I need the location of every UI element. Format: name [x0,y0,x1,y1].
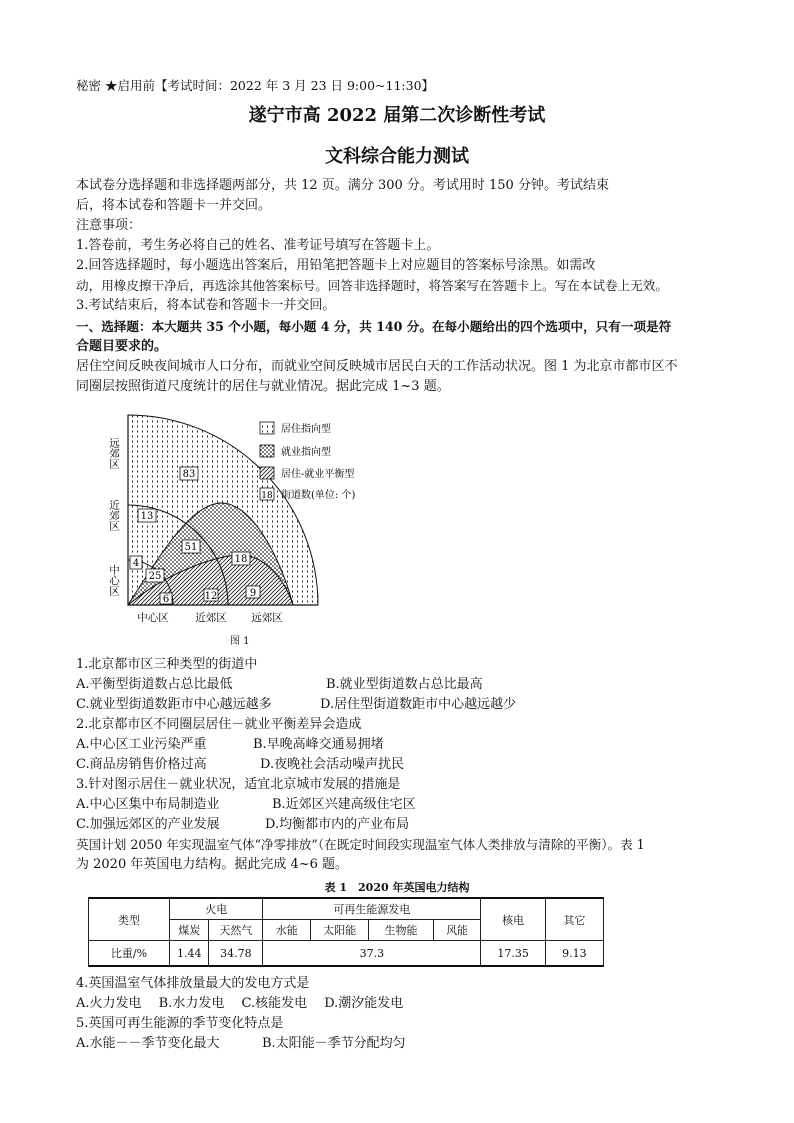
question-2-option-c: C.商品房销售价格过高 [76,757,207,772]
svg-text:25: 25 [148,571,162,582]
count-residential-near [138,509,156,522]
row-label-share: 比重/% [89,941,170,967]
header-other: 其它 [545,898,603,941]
count-balanced-near [204,589,218,602]
header-type: 类型 [89,898,170,941]
subheader-gas: 天然气 [209,920,263,941]
note-2-line-2: 动，用橡皮擦干净后，再选涂其他答案标号。回答非选择题时，将答案写在答题卡上。写在本试卷上无效。 [76,278,668,293]
svg-text:街道数(单位: 个): 街道数(单位: 个) [281,490,356,501]
svg-text:51: 51 [184,542,198,553]
question-1-option-b: B.就业型街道数占总比最高 [326,677,483,692]
header-nuclear: 核电 [481,898,545,941]
subheader-coal: 煤炭 [169,920,208,941]
material2-line-1: 英国计划 2050 年实现温室气体“净零排放”（在既定时间段实现温室气体人类排放与清除的平衡）。表 1 [76,837,645,852]
svg-text:就业指向型: 就业指向型 [281,447,331,458]
section1-heading-line-1: 一、选择题：本大题共 35 个小题，每小题 4 分，共 140 分。在每小题给出的四个选项中，只有一项是符 [76,319,672,334]
exam-subtitle: 文科综合能力测试 [325,146,469,167]
figure-1-caption: 图 1 [230,636,250,647]
svg-text:6: 6 [162,594,170,605]
svg-text:18: 18 [261,491,273,501]
cell-nuclear: 17.35 [481,941,545,967]
intro-line-2: 后，将本试卷和答题卡一并交回。 [76,198,272,213]
subheader-wind: 风能 [433,920,481,941]
cell-gas: 34.78 [209,941,263,967]
material1-line-2: 同圈层按照街道尺度统计的居住与就业情况。据此完成 1~3 题。 [76,379,450,394]
y-axis-label-far [108,437,120,469]
count-residential-center [130,556,142,569]
material1-line-1: 居住空间反映夜间城市人口分布，而就业空间反映城市居民白天的工作活动状况。图 1 为北京市都市区不 [76,359,678,374]
svg-text:中心区: 中心区 [108,564,120,596]
cell-coal: 1.44 [169,941,208,967]
subheader-solar: 太阳能 [311,920,369,941]
question-5-option-b: B.太阳能－季节分配均匀 [262,1036,406,1051]
x-axis-label-near: 近郊区 [195,612,227,624]
section1-heading-line-2: 合题目要求的。 [76,339,168,354]
question-4-options: A.火力发电 B.水力发电 C.核能发电 D.潮汐能发电 [76,996,404,1011]
x-axis-label-far: 远郊区 [251,612,283,624]
count-balanced-far [246,586,260,599]
question-2-option-b: B.早晚高峰交通易拥堵 [253,737,384,752]
intro-line-1: 本试卷分选择题和非选择题两部分，共 12 页。满分 300 分。考试用时 150 分钟。考试结束 [76,178,609,193]
count-employment-near [182,540,200,553]
material2-line-2: 为 2020 年英国电力结构。据此完成 4~6 题。 [76,857,349,872]
count-employment-far [232,552,250,565]
exam-title: 遂宁市高 2022 届第二次诊断性考试 [248,105,546,126]
figure-1-chart [100,405,390,660]
header-renewable: 可再生能源发电 [263,898,481,920]
svg-text:居住-就业平衡型: 居住-就业平衡型 [281,469,355,480]
y-axis-label-near [108,499,120,531]
x-axis-label-center: 中心区 [137,612,169,624]
cell-renewable: 37.3 [263,941,481,967]
question-2-option-a: A.中心区工业污染严重 [76,737,207,752]
count-residential-far [180,467,198,480]
svg-text:12: 12 [204,591,218,602]
table-1-caption: 表 1 2020 年英国电力结构 [324,881,470,894]
question-1-option-d: D.居住型街道数距市中心越远越少 [320,697,517,712]
svg-text:9: 9 [249,588,257,599]
svg-text:远郊区: 远郊区 [108,437,120,469]
y-axis-label-center [108,563,120,595]
svg-text:居住指向型: 居住指向型 [281,424,331,435]
question-2-option-d: D.夜晚社会活动噪声扰民 [260,757,405,772]
note-1: 1.答卷前，考生务必将自己的姓名、准考证号填写在答题卡上。 [76,238,440,253]
question-3: 3.针对图示居住－就业状况，适宜北京城市发展的措施是 [76,777,401,792]
note-2-line-1: 2.回答选择题时，每小题选出答案后，用铅笔把答题卡上对应题目的答案标号涂黑。如需改 [76,258,596,273]
notes-heading: 注意事项： [76,218,142,233]
question-3-option-a: A.中心区集中布局制造业 [76,797,220,812]
question-3-option-c: C.加强远郊区的产业发展 [76,817,220,832]
count-employment-center [146,569,164,582]
subheader-hydro: 水能 [263,920,311,941]
cell-other: 9.13 [545,941,603,967]
question-1: 1.北京都市区三种类型的街道中 [76,657,258,672]
subheader-bio: 生物能 [369,920,433,941]
svg-text:近郊区: 近郊区 [108,499,120,531]
question-1-option-c: C.就业型街道数距市中心越远越多 [76,697,272,712]
svg-text:18: 18 [234,554,248,565]
header-thermal: 火电 [169,898,262,920]
power-structure-table [88,897,604,967]
question-4: 4.英国温室气体排放量最大的发电方式是 [76,976,310,991]
svg-text:83: 83 [182,469,196,480]
question-5: 5.英国可再生能源的季节变化特点是 [76,1016,284,1031]
question-3-option-d: D.均衡都市内的产业布局 [265,817,410,832]
note-3: 3.考试结束后，将本试卷和答题卡一并交回。 [76,298,336,313]
question-1-option-a: A.平衡型街道数占总比最低 [76,677,233,692]
svg-text:4: 4 [132,558,140,569]
figure-legend [260,422,355,501]
secret-exam-time-line: 秘密 ★启用前【考试时间：2022 年 3 月 23 日 9:00~11:30】 [76,78,435,93]
count-balanced-center [160,593,172,605]
question-5-option-a: A.水能－－季节变化最大 [76,1036,220,1051]
svg-text:13: 13 [140,511,154,522]
question-3-option-b: B.近郊区兴建高级住宅区 [272,797,416,812]
question-2: 2.北京都市区不同圈层居住－就业平衡差异会造成 [76,717,362,732]
